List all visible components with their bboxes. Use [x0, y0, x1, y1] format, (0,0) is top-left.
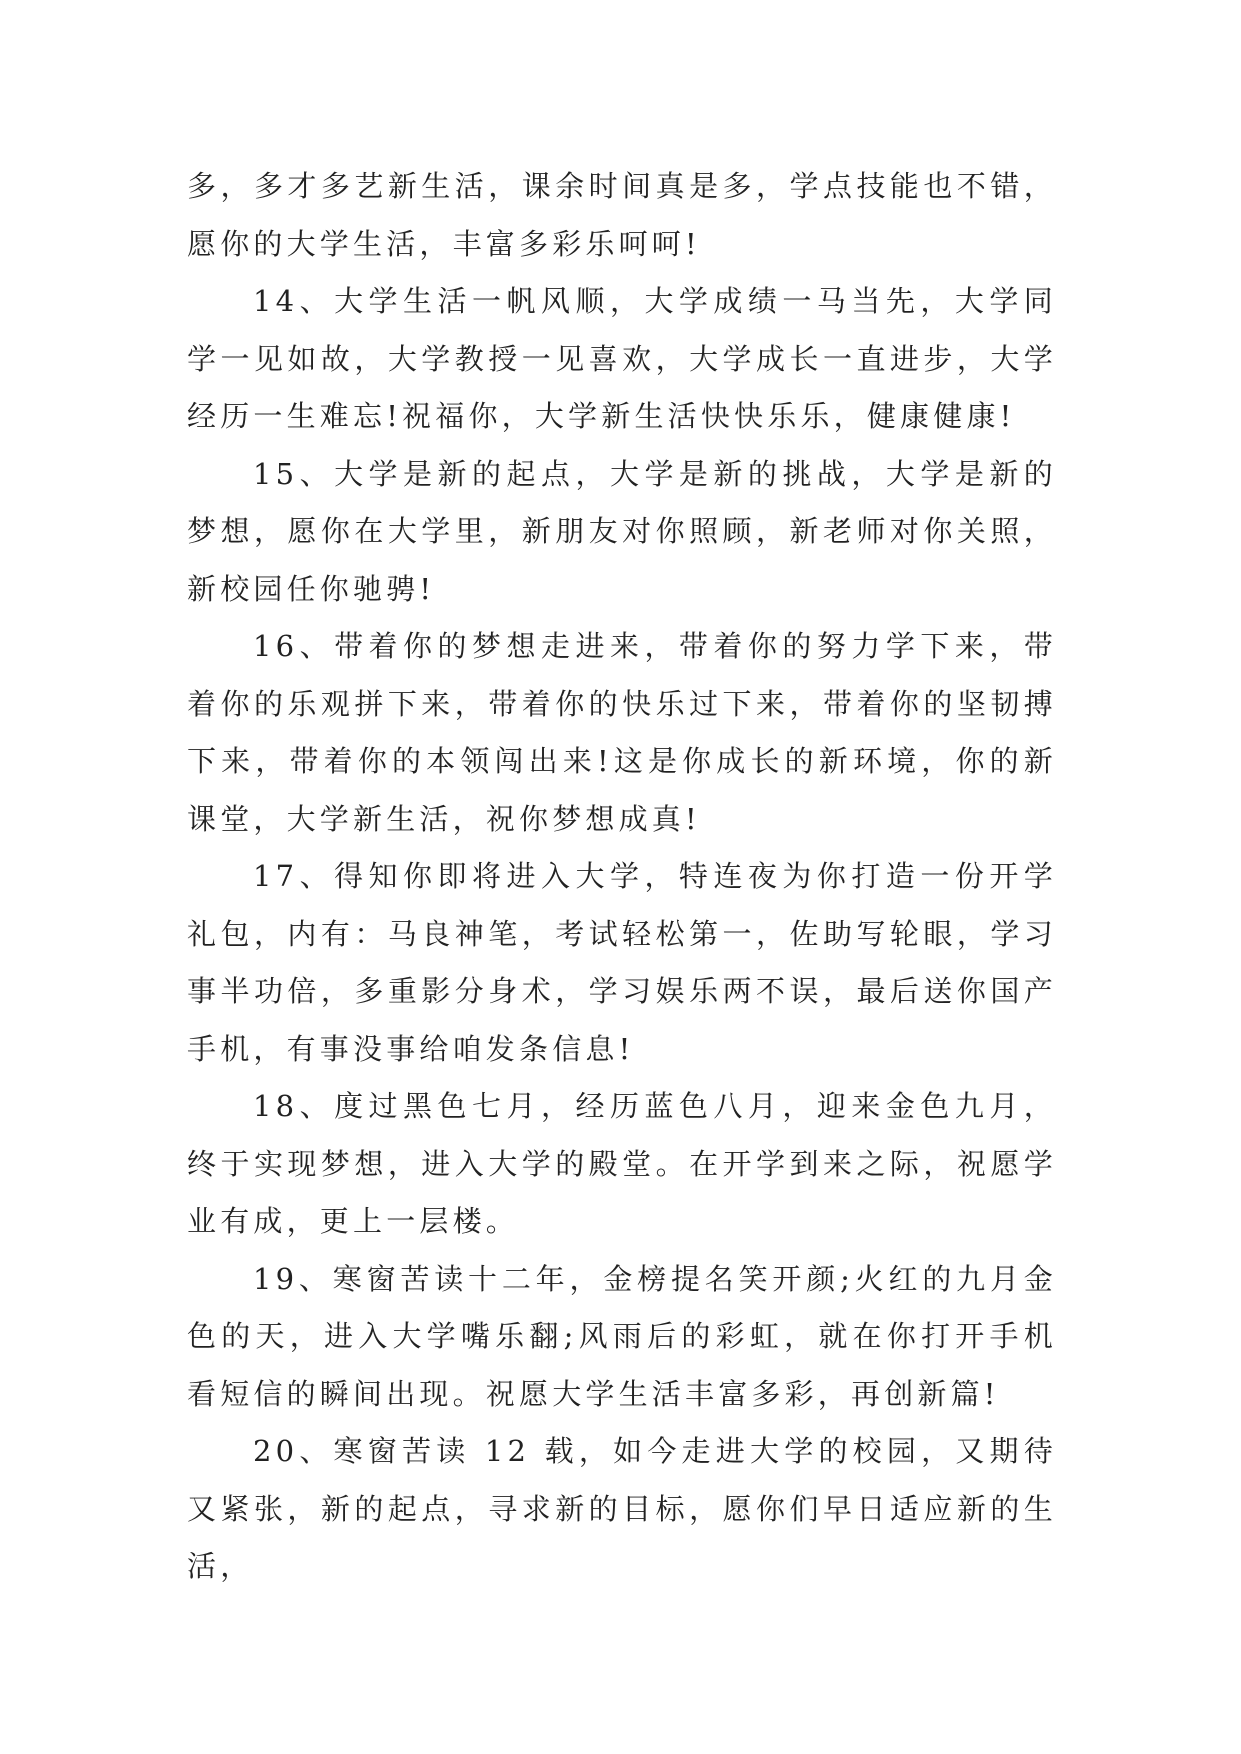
paragraph-18: 18、度过黑色七月，经历蓝色八月，迎来金色九月，终于实现梦想，进入大学的殿堂。在开学到来之际，祝愿学业有成，更上一层楼。: [187, 1089, 1057, 1238]
document-body: [187, 158, 1057, 1596]
paragraph-15: 15、大学是新的起点，大学是新的挑战，大学是新的梦想，愿你在大学里，新朋友对你照顾，新老师对你关照，新校园任你驰骋!: [187, 456, 1057, 606]
paragraph-13-continuation: 多，多才多艺新生活，课余时间真是多，学点技能也不错，愿你的大学生活，丰富多彩乐呵呵!: [187, 169, 1057, 261]
paragraph-16: 16、带着你的梦想走进来，带着你的努力学下来，带着你的乐观拼下来，带着你的快乐过下来，带着你的坚韧搏下来，带着你的本领闯出来!这是你成长的新环境，你的新课堂，大学新生活，祝你梦想成真!: [187, 629, 1057, 836]
paragraph-20: 20、寒窗苦读 12 载，如今走进大学的校园，又期待又紧张，新的起点，寻求新的目标，愿你们早日适应新的生活，: [187, 1434, 1057, 1583]
paragraph-14: 14、大学生活一帆风顺，大学成绩一马当先，大学同学一见如故，大学教授一见喜欢，大学成长一直进步，大学经历一生难忘!祝福你，大学新生活快快乐乐，健康健康!: [187, 284, 1057, 433]
paragraph-17: 17、得知你即将进入大学，特连夜为你打造一份开学礼包，内有：马良神笔，考试轻松第一，佐助写轮眼，学习事半功倍，多重影分身术，学习娱乐两不误，最后送你国产手机，有事没事给咱发条信息!: [187, 859, 1057, 1066]
paragraph-19: 19、寒窗苦读十二年，金榜提名笑开颜;火红的九月金色的天，进入大学嘴乐翻;风雨后的彩虹，就在你打开手机看短信的瞬间出现。祝愿大学生活丰富多彩，再创新篇!: [187, 1261, 1057, 1411]
